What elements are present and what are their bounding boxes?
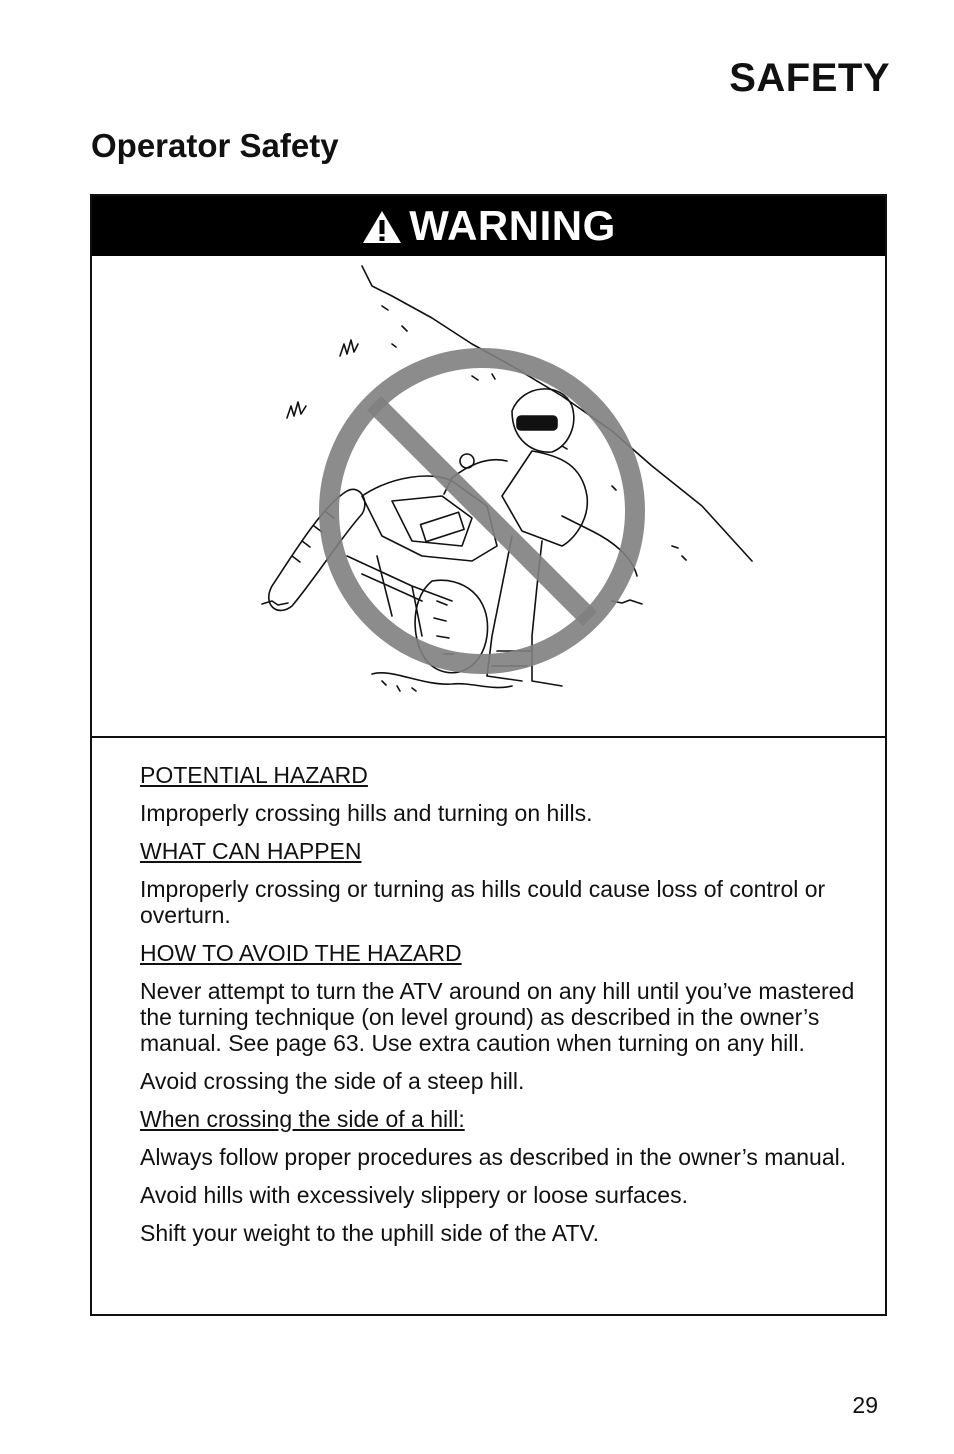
warning-banner — [92, 196, 885, 256]
warning-triangle-icon — [361, 209, 403, 245]
how-to-avoid-text-1: Never attempt to turn the ATV around on any hill until you’ve mastered the turning technique (on level ground) as described in the owner’s manual. See page 63. Use extra caution when turning on any hill. — [140, 978, 855, 1056]
section-title: SAFETY — [729, 56, 890, 100]
crossing-hill-text-1: Always follow proper procedures as described in the owner’s manual. — [140, 1144, 847, 1170]
atv-hillside-prohibited-illustration — [92, 256, 885, 738]
what-can-happen-text: Improperly crossing or turning as hills could cause loss of control or overturn. — [140, 876, 826, 928]
how-to-avoid-heading: HOW TO AVOID THE HAZARD — [140, 940, 462, 966]
warning-text — [92, 738, 885, 1246]
crossing-hill-heading: When crossing the side of a hill: — [140, 1106, 465, 1132]
subsection-title: Operator Safety — [91, 127, 339, 164]
warning-box — [90, 194, 887, 1316]
how-to-avoid-text-2: Avoid crossing the side of a steep hill. — [140, 1068, 525, 1094]
warning-label: WARNING — [409, 202, 616, 249]
page-number: 29 — [852, 1392, 878, 1418]
crossing-hill-text-3: Shift your weight to the uphill side of the ATV. — [140, 1220, 600, 1246]
potential-hazard-heading: POTENTIAL HAZARD — [140, 762, 368, 788]
potential-hazard-text: Improperly crossing hills and turning on hills. — [140, 800, 593, 826]
crossing-hill-text-2: Avoid hills with excessively slippery or loose surfaces. — [140, 1182, 688, 1208]
what-can-happen-heading: WHAT CAN HAPPEN — [140, 838, 362, 864]
